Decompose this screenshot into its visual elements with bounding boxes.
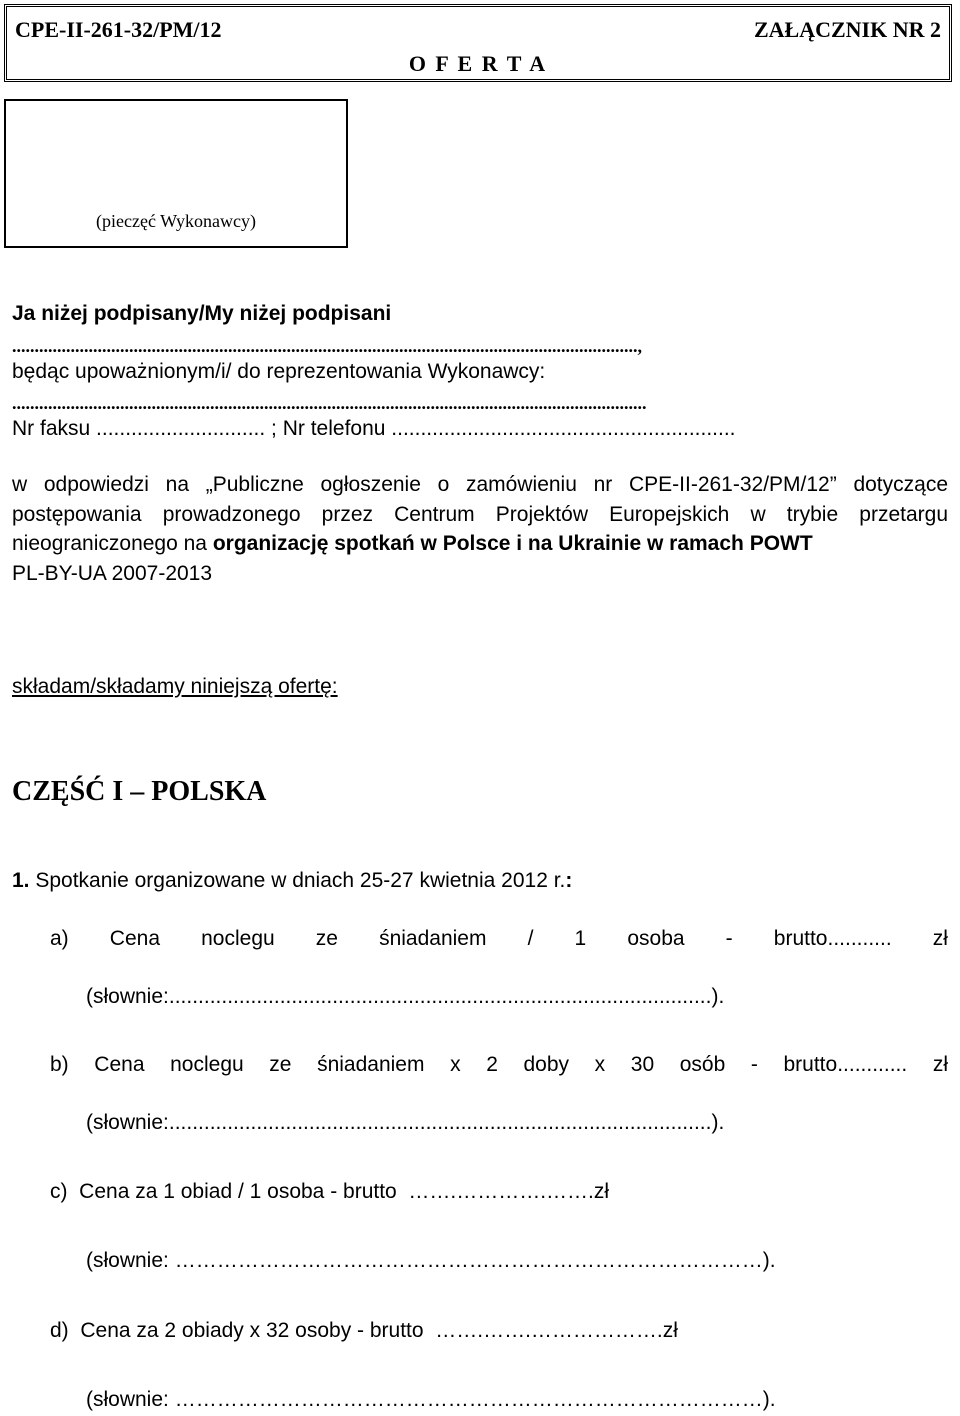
price-field[interactable]: …….…….……………….zł bbox=[435, 1319, 678, 1342]
item-word: - bbox=[750, 1053, 758, 1076]
meeting-colon: : bbox=[565, 869, 573, 892]
item-word: 30 bbox=[630, 1053, 655, 1076]
item-letter: c) bbox=[50, 1180, 68, 1203]
signatory-name-line[interactable]: ..........................................................................................................................................., bbox=[12, 336, 642, 356]
item-letter: b) bbox=[50, 1053, 69, 1076]
section-title: CZĘŚĆ I – POLSKA bbox=[12, 776, 267, 807]
item-letter: a) bbox=[50, 927, 69, 950]
item-a-words-line[interactable]: (słownie:.............................................................................................). bbox=[86, 985, 725, 1008]
representing-label: będąc upoważnionym/i/ do reprezentowania Wykonawcy: bbox=[12, 360, 546, 383]
item-word: x bbox=[450, 1053, 461, 1076]
header-box bbox=[4, 4, 952, 82]
item-word: Cena bbox=[94, 1053, 145, 1076]
intro-subject: organizację spotkań w Polsce i na Ukrainie w ramach POWT bbox=[212, 532, 813, 555]
stamp-label: (pieczęć Wykonawcy) bbox=[96, 211, 256, 231]
item-word: noclegu bbox=[201, 927, 275, 950]
item-text: Cena za 1 obiad / 1 osoba - brutto bbox=[79, 1180, 397, 1203]
reference-number: CPE-II-261-32/PM/12 bbox=[15, 17, 222, 42]
item-a bbox=[50, 927, 948, 951]
item-word: śniadaniem bbox=[379, 927, 487, 950]
item-word: osoba bbox=[627, 927, 685, 950]
program-name: PL-BY-UA 2007-2013 bbox=[12, 562, 213, 585]
item-word: / bbox=[527, 927, 534, 950]
item-word: ze bbox=[269, 1053, 292, 1076]
annex-label: ZAŁĄCZNIK NR 2 bbox=[753, 17, 941, 42]
fax-phone-line[interactable]: Nr faksu ............................. ; Nr telefonu ........................................................... bbox=[12, 417, 736, 440]
currency-label: zł bbox=[932, 1053, 948, 1076]
item-c-words-line[interactable]: (słownie: …………………………………………………………………………). bbox=[86, 1249, 776, 1272]
item-b bbox=[50, 1053, 948, 1077]
item-d bbox=[50, 1319, 948, 1343]
signatory-heading: Ja niżej podpisany/My niżej podpisani bbox=[12, 302, 392, 325]
price-field[interactable]: …….………….…….zł bbox=[408, 1180, 610, 1203]
item-d-words-line[interactable]: (słownie: …………………………………………………………………………). bbox=[86, 1388, 776, 1411]
meeting-heading bbox=[12, 869, 572, 893]
item-c bbox=[50, 1180, 948, 1204]
meeting-label: Spotkanie organizowane w dniach 25-27 kwietnia 2012 r. bbox=[35, 869, 566, 892]
intro-text: w odpowiedzi na „Publiczne ogłoszenie o zamówieniu nr CPE-II-261-32/PM/12” dotyczące postępowania prowadzonego przez Centrum Projektów Europejskich w trybie przetargu nieograniczonego na bbox=[12, 473, 948, 555]
contractor-stamp-box bbox=[4, 99, 348, 248]
offer-statement: składam/składamy niniejszą ofertę: bbox=[12, 675, 338, 698]
price-field[interactable]: brutto............ bbox=[783, 1053, 908, 1076]
item-word: osób bbox=[679, 1053, 726, 1076]
item-letter: d) bbox=[50, 1319, 69, 1342]
intro-paragraph bbox=[12, 470, 948, 559]
item-word: ze bbox=[315, 927, 338, 950]
item-b-row bbox=[50, 1053, 948, 1077]
item-word: Cena bbox=[109, 927, 160, 950]
item-word: 1 bbox=[574, 927, 587, 950]
item-word: 2 bbox=[486, 1053, 498, 1076]
item-word: x bbox=[594, 1053, 606, 1076]
item-word: śniadaniem bbox=[317, 1053, 425, 1076]
offer-title: O F E R T A bbox=[408, 51, 548, 76]
item-word: noclegu bbox=[170, 1053, 244, 1076]
currency-label: zł bbox=[932, 927, 948, 950]
meeting-number: 1. bbox=[12, 869, 30, 892]
item-word: - bbox=[725, 927, 733, 950]
price-field[interactable]: brutto........... bbox=[773, 927, 892, 950]
item-word: doby bbox=[523, 1053, 570, 1076]
item-b-words-line[interactable]: (słownie:.............................................................................................). bbox=[86, 1111, 725, 1134]
contractor-name-line[interactable]: ............................................................................................................................................. bbox=[12, 393, 647, 413]
item-a-row bbox=[50, 927, 948, 951]
item-text: Cena za 2 obiady x 32 osoby - brutto bbox=[80, 1319, 424, 1342]
